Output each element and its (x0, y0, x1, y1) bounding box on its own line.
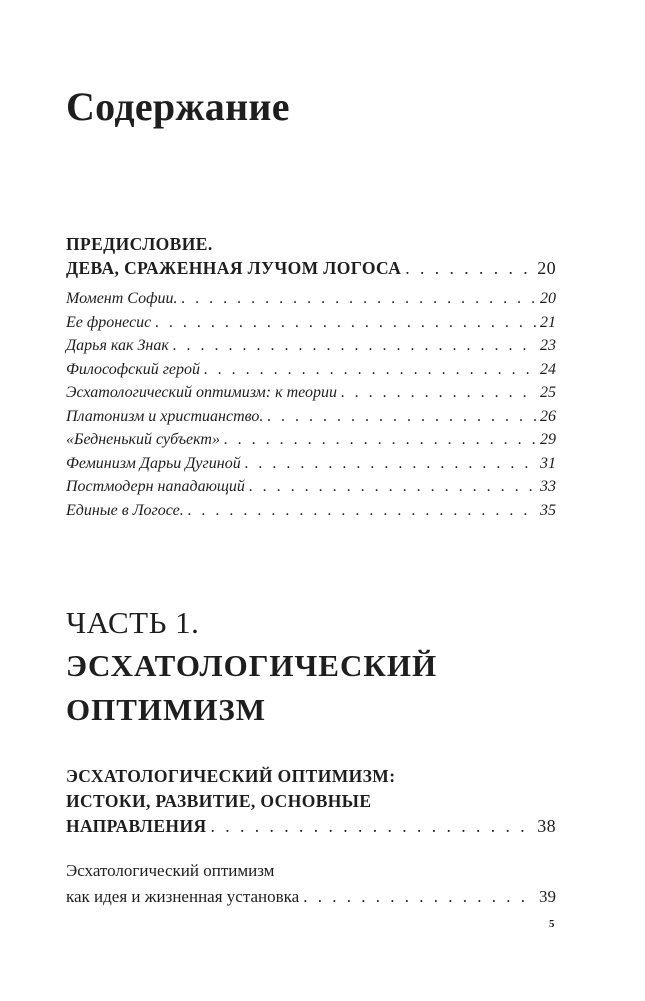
toc-item-page: 24 (540, 360, 556, 378)
dot-leader (249, 475, 536, 499)
sub-chapter-line1: Эсхатологический оптимизм (66, 861, 275, 880)
sub-chapter-line2: как идея и жизненная установка (66, 887, 300, 906)
toc-item-label: Ее фронесис (66, 313, 152, 331)
toc-item[interactable] (66, 428, 556, 452)
dot-leader (267, 405, 536, 429)
sub-chapter-entry[interactable] (66, 858, 556, 910)
toc-item-label: Дарья как Знак (66, 337, 169, 354)
toc-item-label: Момент Софии. (66, 290, 178, 307)
chapter-heading-entry (66, 814, 556, 839)
chapter-heading-line2: ИСТОКИ, РАЗВИТИЕ, ОСНОВНЫЕ (66, 791, 372, 811)
toc-item-page: 25 (540, 384, 556, 401)
toc-item-page: 33 (540, 478, 556, 495)
toc-item-page: 23 (540, 337, 556, 354)
preface-heading-line2: ДЕВА, СРАЖЕННАЯ ЛУЧОМ ЛОГОСА (66, 258, 402, 278)
part-title-line1: ЭСХАТОЛОГИЧЕСКИЙ (66, 648, 438, 683)
preface-heading-line1: ПРЕДИСЛОВИЕ. (66, 234, 213, 254)
toc-item-label: Феминизм Дарьи Дугиной (66, 454, 241, 472)
part-number: ЧАСТЬ 1. (66, 605, 200, 640)
toc-item[interactable] (66, 358, 556, 382)
toc-item-page: 21 (540, 313, 556, 331)
toc-item-page: 26 (540, 407, 556, 425)
toc-item[interactable] (66, 405, 556, 429)
toc-item[interactable] (66, 311, 556, 335)
part-title-line2: ОПТИМИЗМ (66, 692, 267, 727)
dot-leader (245, 452, 536, 476)
sub-chapter-entry-row (66, 884, 556, 910)
page-number: 5 (549, 918, 555, 930)
chapter-heading-line3: НАПРАВЛЕНИЯ (66, 816, 207, 836)
preface-subsection-list (66, 287, 556, 522)
toc-item[interactable] (66, 499, 556, 523)
toc-item-page: 31 (540, 454, 556, 472)
dot-leader (204, 358, 536, 382)
page-title: Содержание (66, 84, 290, 129)
toc-item-label: «Бедненький субъект» (66, 431, 220, 448)
preface-heading[interactable] (66, 232, 556, 280)
toc-item-label: Единые в Логосе. (66, 501, 184, 519)
preface-page-number: 20 (537, 258, 556, 278)
toc-item-page: 29 (540, 431, 556, 448)
toc-item-label: Эсхатологический оптимизм: к теории (66, 384, 338, 401)
dot-leader (211, 814, 534, 839)
dot-leader (405, 256, 533, 280)
sub-chapter-page-number: 39 (539, 887, 556, 906)
dot-leader (303, 884, 535, 910)
toc-item-page: 35 (540, 501, 556, 519)
chapter-heading[interactable] (66, 764, 556, 839)
toc-item-page: 20 (540, 290, 556, 307)
toc-item-label: Постмодерн нападающий (66, 478, 245, 495)
dot-leader (224, 428, 536, 452)
toc-item[interactable] (66, 452, 556, 476)
dot-leader (181, 287, 536, 311)
toc-item[interactable] (66, 381, 556, 405)
toc-item[interactable] (66, 287, 556, 311)
chapter-page-number: 38 (537, 816, 556, 836)
dot-leader (341, 381, 536, 405)
part-title (66, 644, 437, 732)
preface-heading-entry (66, 256, 556, 280)
toc-item[interactable] (66, 475, 556, 499)
toc-item-label: Платонизм и христианство. (66, 407, 264, 425)
dot-leader (155, 311, 536, 335)
toc-item-label: Философский герой (66, 360, 201, 378)
chapter-heading-line1: ЭСХАТОЛОГИЧЕСКИЙ ОПТИМИЗМ: (66, 766, 396, 786)
dot-leader (188, 499, 536, 523)
dot-leader (173, 334, 536, 358)
toc-item[interactable] (66, 334, 556, 358)
